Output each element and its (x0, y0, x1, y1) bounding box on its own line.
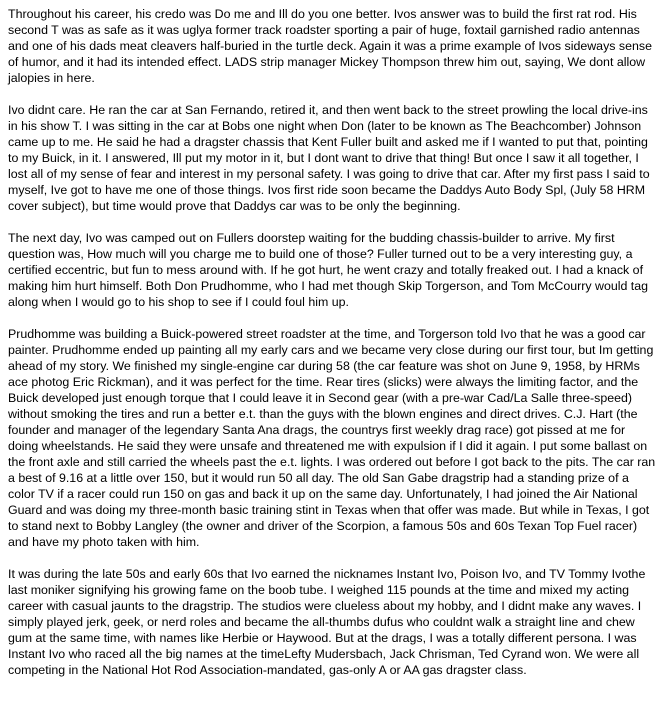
article-paragraph: Ivo didnt care. He ran the car at San Fernando, retired it, and then went back to the street prowling the local drive-ins in his show T. I was sitting in the car at Bobs one night when Don (later to be known as The Beachcomber) Johnson came up to me. He said he had a dragster chassis that Kent Fuller built and asked me if I wanted to put that, pointing to my Buick, in it. I answered, Ill put my motor in it, but I dont want to drive that thing! But once I saw it all together, I lost all of my sense of fear and interest in my personal safety. I was going to drive that car. After my first pass I said to myself, Ive got to have me one of those things. Ivos first ride soon became the Daddys Auto Body Spl, (July 58 HRM cover subject), but time would prove that Daddys car was to be only the beginning. (8, 103, 650, 213)
article-paragraph: It was during the late 50s and early 60s that Ivo earned the nicknames Instant Ivo, Poison Ivo, and TV Tommy Ivothe last moniker signifying his growing fame on the boob tube. I weighed 115 pounds at the time and mixed my acting career with casual jaunts to the dragstrip. The studios were clueless about my hobby, and I didnt make any waves. I simply played jerk, geek, or nerd roles and became the all-thumbs dufus who couldnt walk a straight line and chew gum at the same time, with names like Herbie or Haywood. But at the drags, I was a totally different persona. I was Instant Ivo who raced all the big names at the timeLefty Mudersbach, Jack Chrisman, Ted Cyrand won. We were all competing in the National Hot Rod Association-mandated, gas-only A or AA gas dragster class. (8, 567, 646, 677)
article-paragraph: Prudhomme was building a Buick-powered street roadster at the time, and Torgerson told Ivo that he was a good car painter. Prudhomme ended up painting all my early cars and we became very close during our first tour, but Im getting ahead of my story. We finished my single-engine car during 58 (the car feature was shot on June 9, 1958, by HRMs ace photog Eric Rickman), and it was perfect for the time. Rear tires (slicks) were always the limiting factor, and the Buick developed just enough torque that I could leave it in Second gear (with a pre-war Cad/La Salle three-speed) without smoking the tires and run a better e.t. than the guys with the blown engines and direct drives. C.J. Hart (the founder and manager of the legendary Santa Ana drags, the countrys first weekly drag race) got pissed at me for doing wheelstands. He said they were unsafe and threatened me with expulsion if I did it again. I put some ballast on the front axle and still carried the wheels past the e.t. lights. I was ordered out before I got back to the pits. The car ran a best of 9.16 at a little over 150, but it would run 50 all day. The old San Gabe dragstrip had a standing prize of a color TV if a racer could run 150 on gas and back it up on the same day. Unfortunately, I had joined the Air National Guard and was doing my three-month basic training stint in Texas when that offer was made. But while in Texas, I got to stand next to Bobby Langley (the owner and driver of the Scorpion, a famous 50s and 60s Texan Top Fuel racer) and have my photo taken with him. (8, 327, 656, 549)
article-paragraph: Throughout his career, his credo was Do me and Ill do you one better. Ivos answer was to build the first rat rod. His second T was as safe as it was uglya former track roadster sporting a pair of huge, foxtail garnished radio antennas and one of his dads meat cleavers half-buried in the turtle deck. Again it was a prime example of Ivos sideways sense of humor, and it had its intended effect. LADS strip manager Mickey Thompson threw him out, saying, We dont allow jalopies in here. (8, 7, 652, 85)
article-paragraph: The next day, Ivo was camped out on Fullers doorstep waiting for the budding chassis-builder to arrive. My first question was, How much will you charge me to build one of those? Fuller turned out to be a very interesting guy, a certified eccentric, but fun to mess around with. If he got hurt, he went crazy and totally freaked out. I had a knack of making him hurt himself. Both Don Prudhomme, who I had met though Skip Torgerson, and Tom McCourry would tag along when I would go to his shop to see if I could foul him up. (8, 231, 649, 309)
